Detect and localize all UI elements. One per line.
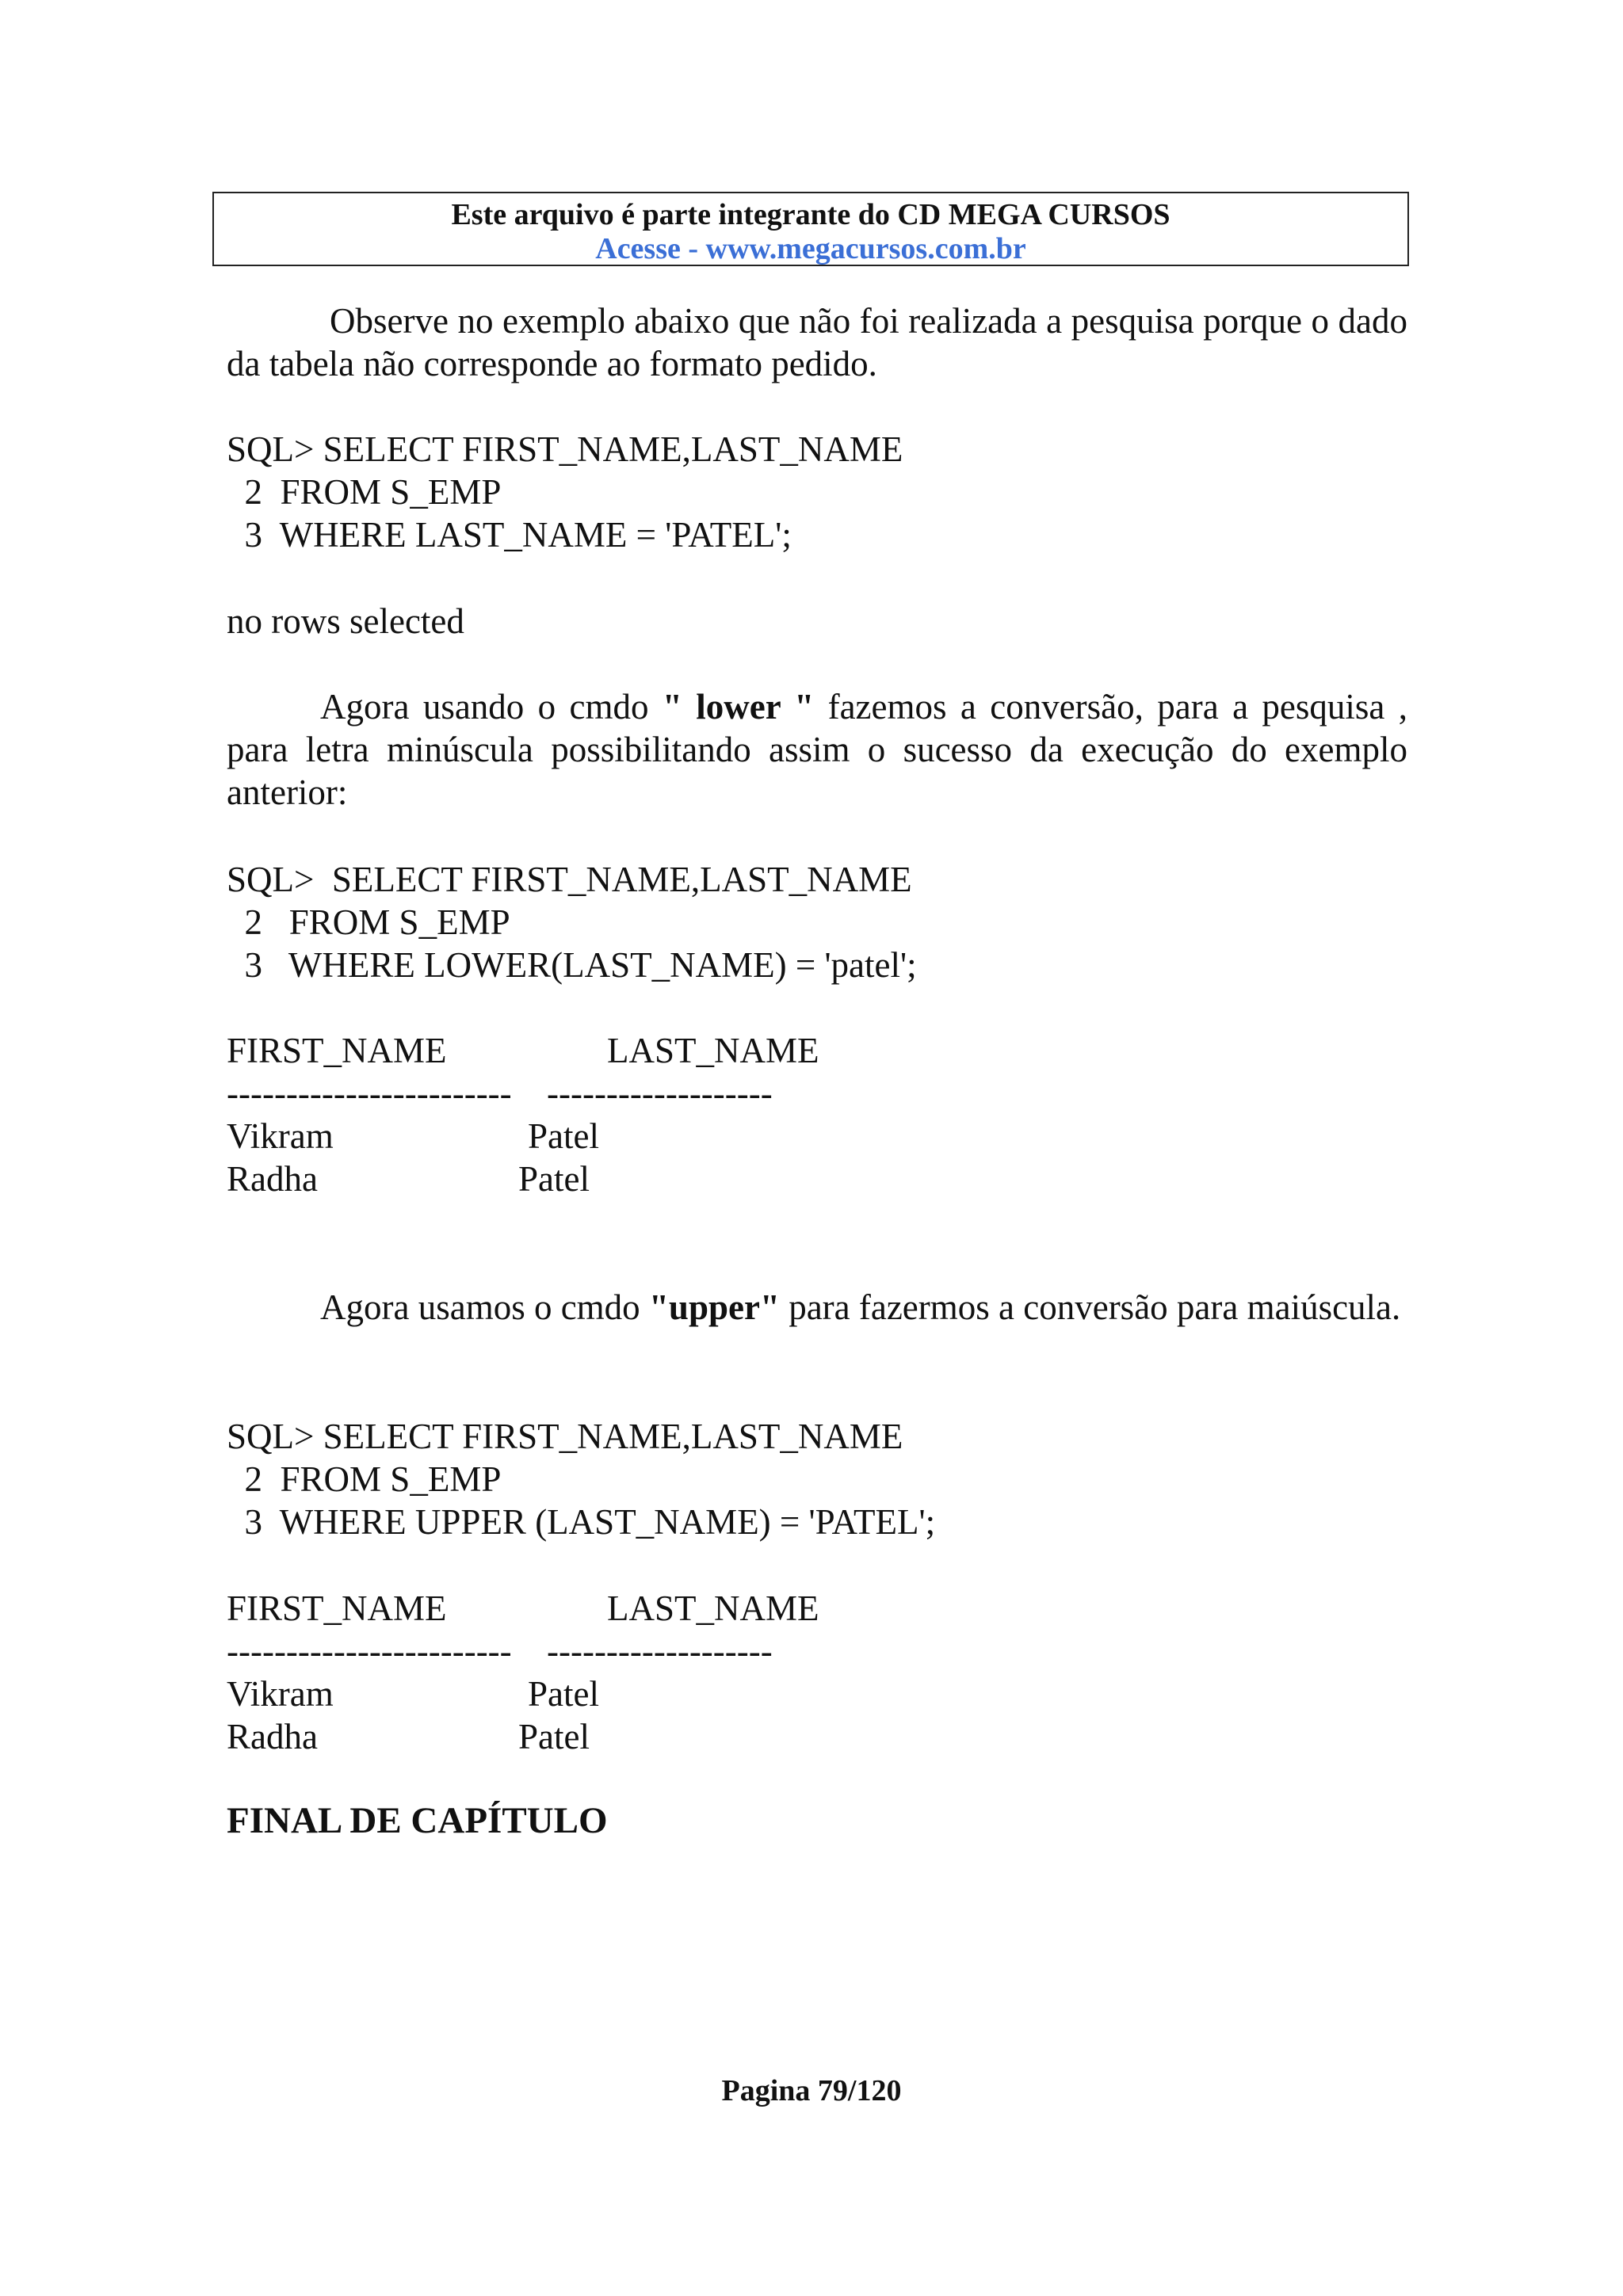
upper-paragraph: Agora usamos o cmdo "upper" para fazermos a conversão para maiúscula. (320, 1287, 1401, 1327)
final-heading: FINAL DE CAPÍTULO (227, 1800, 608, 1841)
table2-separator-1: ------------------------ (227, 1631, 512, 1671)
query2-line-3: 3 WHERE LOWER(LAST_NAME) = 'patel'; (227, 945, 917, 985)
table2-header-last: LAST_NAME (607, 1589, 819, 1628)
header-website-link[interactable]: Acesse - www.megacursos.com.br (595, 232, 1026, 265)
table1-row1-first: Vikram (227, 1116, 334, 1156)
table2-row1-first: Vikram (227, 1674, 334, 1714)
lower-cmd: " lower " (662, 687, 815, 727)
table1-separator-1: ------------------------ (227, 1074, 512, 1113)
table2-row2-last: Patel (518, 1717, 590, 1756)
query3-line-2: 2 FROM S_EMP (227, 1459, 502, 1499)
query1-line-3: 3 WHERE LAST_NAME = 'PATEL'; (227, 515, 792, 555)
table1-header-first: FIRST_NAME (227, 1031, 447, 1070)
table1-row2-first: Radha (227, 1159, 318, 1199)
table1-row2-last: Patel (518, 1159, 590, 1199)
upper-cmd: "upper" (648, 1287, 780, 1327)
query1-result: no rows selected (227, 601, 464, 641)
intro-text: Observe no exemplo abaixo que não foi realizada a pesquisa porque o dado da tabela não corresponde ao formato pedido. (227, 301, 1407, 383)
query3-line-3: 3 WHERE UPPER (LAST_NAME) = 'PATEL'; (227, 1502, 936, 1542)
page-number: Pagina 79/120 (721, 2074, 902, 2107)
table2-row1-last: Patel (528, 1674, 599, 1714)
table1-header-last: LAST_NAME (607, 1031, 819, 1070)
query2-line-1: SQL> SELECT FIRST_NAME,LAST_NAME (227, 860, 912, 899)
table2-row2-first: Radha (227, 1717, 318, 1756)
query3-line-1: SQL> SELECT FIRST_NAME,LAST_NAME (227, 1417, 903, 1456)
table1-separator-2: ------------------- (547, 1074, 773, 1113)
table1-row1-last: Patel (528, 1116, 599, 1156)
intro-paragraph (227, 299, 1407, 385)
query2-line-2: 2 FROM S_EMP (227, 902, 510, 942)
table2-separator-2: ------------------- (547, 1631, 773, 1671)
query1-line-1: SQL> SELECT FIRST_NAME,LAST_NAME (227, 429, 903, 469)
header-title: Este arquivo é parte integrante do CD MEGA CURSOS (451, 198, 1170, 231)
lower-paragraph: Agora usando o cmdo " lower " fazemos a conversão, para a pesquisa , para letra minúscula possibilitando assim o sucesso da execução do exemplo anterior: (227, 687, 1407, 812)
header-box (212, 192, 1409, 266)
table2-header-first: FIRST_NAME (227, 1589, 447, 1628)
query1-line-2: 2 FROM S_EMP (227, 472, 502, 512)
